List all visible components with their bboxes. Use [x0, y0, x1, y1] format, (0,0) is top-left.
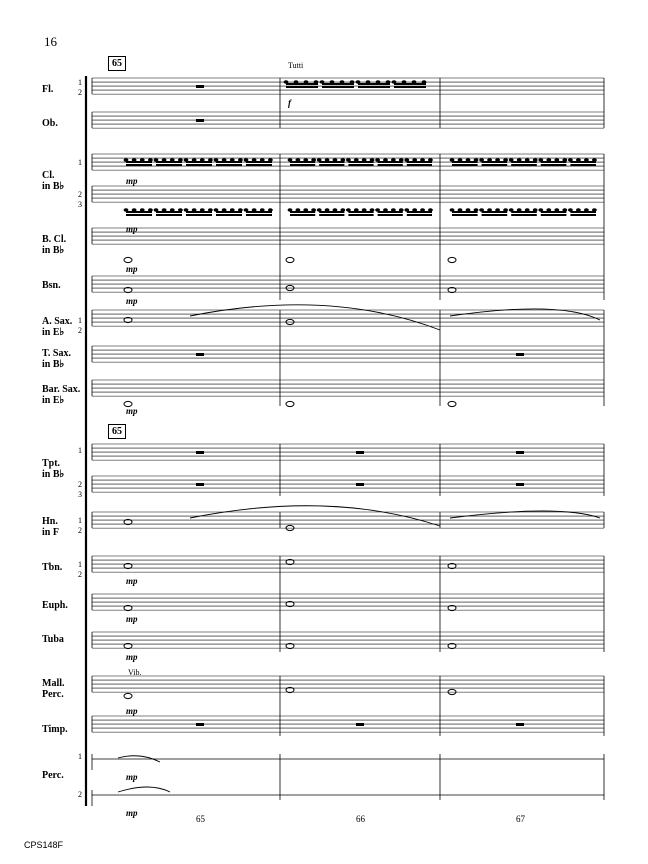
label-trumpet: Tpt. in B♭ — [42, 458, 65, 480]
note-head — [330, 80, 335, 83]
label-oboe: Ob. — [42, 118, 58, 129]
note-head — [517, 208, 522, 211]
note-head — [386, 80, 391, 83]
whole-rest — [516, 723, 524, 726]
note-head — [479, 208, 484, 211]
note-head — [420, 208, 425, 211]
note-head — [503, 158, 508, 161]
note-head — [383, 208, 388, 211]
note-head — [576, 208, 581, 211]
note-head — [222, 208, 227, 211]
note-head — [525, 158, 530, 161]
note-head — [132, 158, 137, 161]
note-head — [404, 158, 409, 161]
dynamic-mp-bsn: mp — [126, 296, 138, 306]
note-head — [170, 158, 175, 161]
rehearsal-mark-brass: 65 — [108, 424, 126, 439]
note-head — [503, 208, 508, 211]
slur — [118, 787, 170, 792]
note-head — [295, 158, 300, 161]
note-head — [314, 80, 319, 83]
note-head — [362, 158, 367, 161]
note-head — [230, 158, 235, 161]
note-head — [238, 208, 243, 211]
note-head — [412, 158, 417, 161]
dynamic-mp-euph: mp — [126, 614, 138, 624]
note-head — [525, 208, 530, 211]
note-head — [288, 158, 293, 161]
note-head — [450, 158, 455, 161]
note-head — [354, 208, 359, 211]
dynamic-mp-cl1: mp — [126, 176, 138, 186]
label-bari-sax: Bar. Sax. in E♭ — [42, 384, 81, 406]
note-head — [479, 158, 484, 161]
note-head — [208, 208, 213, 211]
voice-hn: 1 2 — [78, 516, 82, 535]
whole-note — [448, 257, 456, 262]
whole-rest — [516, 353, 524, 356]
note-head — [458, 158, 463, 161]
note-head — [420, 158, 425, 161]
note-head — [346, 158, 351, 161]
voice-cl1: 1 — [78, 158, 82, 167]
whole-note — [286, 401, 294, 406]
note-head — [554, 158, 559, 161]
label-timpani: Timp. — [42, 724, 68, 735]
note-head — [303, 158, 308, 161]
note-head — [214, 208, 219, 211]
note-head — [533, 208, 538, 211]
whole-rest — [196, 483, 204, 486]
note-head — [252, 158, 257, 161]
note-head — [244, 208, 249, 211]
note-head — [325, 208, 330, 211]
note-head — [230, 208, 235, 211]
note-head — [140, 208, 145, 211]
note-head — [294, 80, 299, 83]
dynamic-mp-cl23: mp — [126, 224, 138, 234]
note-head — [399, 208, 404, 211]
note-head — [311, 208, 316, 211]
note-head — [244, 158, 249, 161]
label-trombone: Tbn. — [42, 562, 63, 573]
whole-note — [124, 693, 132, 698]
note-head — [546, 208, 551, 211]
label-tuba: Tuba — [42, 634, 64, 645]
voice-perc1: 1 — [78, 752, 82, 761]
whole-rest — [356, 483, 364, 486]
note-head — [260, 158, 265, 161]
note-head — [487, 208, 492, 211]
note-head — [383, 158, 388, 161]
note-head — [584, 158, 589, 161]
footer-code: CPS148F — [24, 840, 64, 850]
note-head — [148, 208, 153, 211]
voice-asax: 1 2 — [78, 316, 82, 335]
note-head — [356, 80, 361, 83]
label-clarinet: Cl. in B♭ — [42, 170, 65, 192]
voice-perc2: 2 — [78, 790, 82, 799]
note-head — [170, 208, 175, 211]
note-head — [362, 208, 367, 211]
note-head — [346, 208, 351, 211]
note-head — [412, 80, 417, 83]
note-head — [184, 158, 189, 161]
rehearsal-mark-top: 65 — [108, 56, 126, 71]
note-head — [333, 208, 338, 211]
whole-rest — [196, 119, 204, 122]
note-head — [466, 158, 471, 161]
note-head — [124, 208, 129, 211]
note-head — [592, 208, 597, 211]
dynamic-f-flute: f — [288, 98, 291, 108]
note-head — [124, 158, 129, 161]
note-head — [592, 158, 597, 161]
note-head — [260, 208, 265, 211]
note-head — [538, 158, 543, 161]
whole-rest — [516, 483, 524, 486]
note-head — [568, 158, 573, 161]
whole-rest — [196, 353, 204, 356]
note-head — [474, 208, 479, 211]
note-head — [562, 158, 567, 161]
label-euphonium: Euph. — [42, 600, 68, 611]
dynamic-mp-bcl: mp — [126, 264, 138, 274]
note-head — [554, 208, 559, 211]
note-head — [340, 158, 345, 161]
note-head — [162, 158, 167, 161]
note-head — [148, 158, 153, 161]
note-head — [200, 158, 205, 161]
measure-number-65: 65 — [196, 814, 205, 824]
note-head — [392, 80, 397, 83]
label-mallet-perc: Mall. Perc. — [42, 678, 65, 700]
label-alto-sax: A. Sax. in E♭ — [42, 316, 73, 338]
note-head — [340, 208, 345, 211]
note-head — [268, 158, 273, 161]
label-bassoon: Bsn. — [42, 280, 61, 291]
note-head — [200, 208, 205, 211]
note-head — [184, 208, 189, 211]
voice-fl: 1 2 — [78, 78, 82, 97]
note-head — [562, 208, 567, 211]
note-head — [325, 158, 330, 161]
whole-note — [124, 257, 132, 262]
note-head — [538, 208, 543, 211]
dynamic-mp-tbn: mp — [126, 576, 138, 586]
voice-tbn: 1 2 — [78, 560, 82, 579]
note-head — [391, 208, 396, 211]
measure-number-67: 67 — [516, 814, 525, 824]
note-head — [509, 158, 514, 161]
whole-rest — [356, 723, 364, 726]
label-tenor-sax: T. Sax. in B♭ — [42, 348, 71, 370]
note-head — [509, 208, 514, 211]
label-flute: Fl. — [42, 84, 54, 95]
note-head — [317, 158, 322, 161]
dynamic-mp-mall: mp — [126, 706, 138, 716]
note-head — [517, 158, 522, 161]
voice-cl23: 2 3 — [78, 190, 82, 209]
note-head — [404, 208, 409, 211]
note-head — [487, 158, 492, 161]
note-head — [350, 80, 355, 83]
note-head — [311, 158, 316, 161]
dynamic-mp-barsax: mp — [126, 406, 138, 416]
note-head — [495, 208, 500, 211]
whole-rest — [516, 451, 524, 454]
note-head — [422, 80, 427, 83]
tutti-marking: Tutti — [288, 61, 304, 70]
note-head — [340, 80, 345, 83]
note-head — [533, 158, 538, 161]
label-bass-clarinet: B. Cl. in B♭ — [42, 234, 67, 256]
note-head — [208, 158, 213, 161]
note-head — [576, 158, 581, 161]
note-head — [284, 80, 289, 83]
page-number: 16 — [44, 34, 57, 49]
note-head — [428, 158, 433, 161]
note-head — [252, 208, 257, 211]
note-head — [295, 208, 300, 211]
note-head — [178, 158, 183, 161]
note-head — [162, 208, 167, 211]
note-head — [288, 208, 293, 211]
note-head — [450, 208, 455, 211]
note-head — [303, 208, 308, 211]
note-head — [375, 158, 380, 161]
note-head — [192, 208, 197, 211]
note-head — [238, 158, 243, 161]
note-head — [584, 208, 589, 211]
note-head — [222, 158, 227, 161]
label-horn: Hn. in F — [42, 516, 59, 538]
note-head — [412, 208, 417, 211]
note-head — [333, 158, 338, 161]
note-head — [458, 208, 463, 211]
note-head — [399, 158, 404, 161]
whole-rest — [356, 451, 364, 454]
note-head — [354, 158, 359, 161]
note-head — [391, 158, 396, 161]
note-head — [154, 158, 159, 161]
whole-note — [286, 257, 294, 262]
dynamic-mp-tuba: mp — [126, 652, 138, 662]
note-head — [474, 158, 479, 161]
note-head — [154, 208, 159, 211]
whole-rest — [196, 723, 204, 726]
note-head — [366, 80, 371, 83]
note-head — [178, 208, 183, 211]
whole-rest — [196, 85, 204, 88]
note-head — [214, 158, 219, 161]
label-percussion: Perc. — [42, 770, 64, 781]
note-head — [546, 158, 551, 161]
note-head — [140, 158, 145, 161]
note-head — [375, 208, 380, 211]
note-head — [466, 208, 471, 211]
voice-tpt23: 2 3 — [78, 480, 82, 499]
note-head — [320, 80, 325, 83]
note-head — [192, 158, 197, 161]
note-head — [428, 208, 433, 211]
voice-tpt1: 1 — [78, 446, 82, 455]
whole-rest — [196, 451, 204, 454]
note-head — [370, 208, 375, 211]
note-head — [370, 158, 375, 161]
note-head — [495, 158, 500, 161]
note-head — [402, 80, 407, 83]
note-head — [376, 80, 381, 83]
dynamic-mp-perc1: mp — [126, 772, 138, 782]
note-head — [268, 208, 273, 211]
vib-marking: Vib. — [128, 668, 142, 677]
note-head — [317, 208, 322, 211]
whole-note — [448, 401, 456, 406]
note-head — [568, 208, 573, 211]
measure-number-66: 66 — [356, 814, 365, 824]
note-head — [132, 208, 137, 211]
note-head — [304, 80, 309, 83]
dynamic-mp-perc2: mp — [126, 808, 138, 818]
